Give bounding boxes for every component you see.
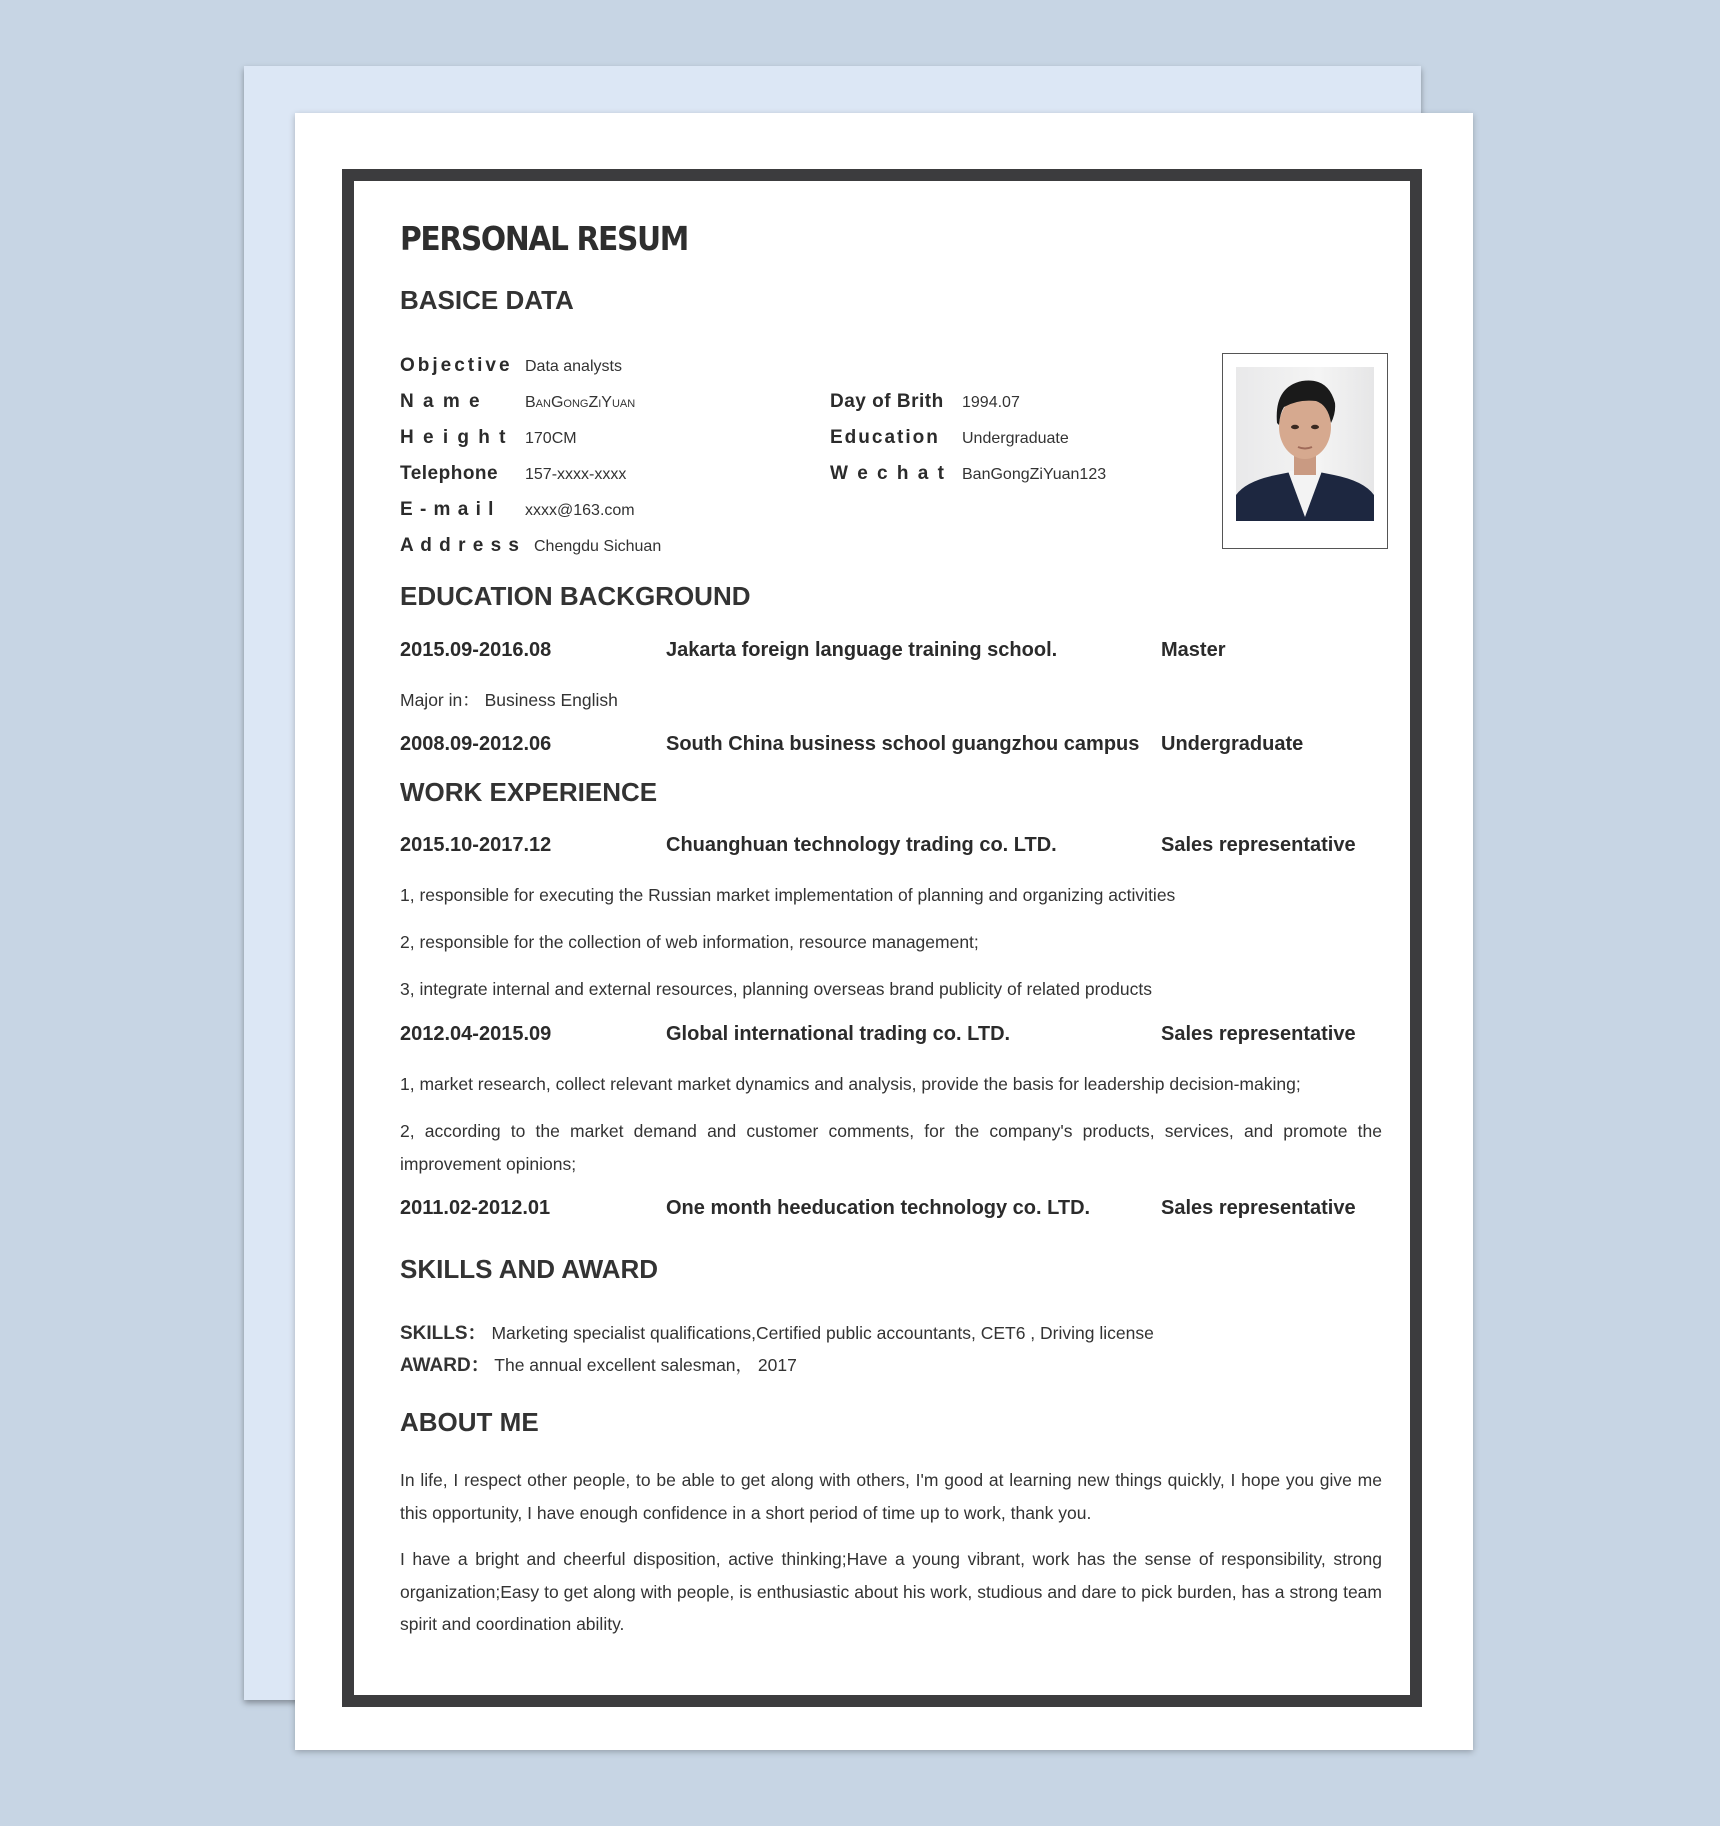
- section-title-education: EDUCATION BACKGROUND: [400, 581, 751, 611]
- work-dates: 2012.04-2015.09: [400, 1023, 552, 1045]
- work-role: Sales representative: [1161, 1023, 1356, 1045]
- info-birth: [830, 391, 1020, 413]
- section-title-skills: SKILLS AND AWARD: [400, 1254, 659, 1284]
- info-email: [400, 499, 635, 521]
- info-value-objective: Data analysts: [525, 358, 622, 375]
- about-paragraph: In life, I respect other people, to be able to get along with others, I'm good at learning new things quickly, I hope you give me this opportunity, I have enough confidence in a short period of time up to work, thank you.: [400, 1470, 1382, 1523]
- education-major: Major in： Business English: [400, 690, 618, 710]
- work-company: One month heeducation technology co. LTD.: [666, 1197, 1091, 1219]
- work-entry: [400, 1197, 1382, 1221]
- work-role: Sales representative: [1161, 1197, 1356, 1219]
- info-label-height: H e i g h t: [400, 427, 508, 448]
- section-title-work: WORK EXPERIENCE: [400, 777, 658, 807]
- info-label-address: A d d r e s s: [400, 535, 520, 556]
- resume-title: PERSONAL RESUM: [400, 219, 688, 258]
- info-label-education: Education: [830, 427, 940, 448]
- info-name: [400, 391, 635, 413]
- profile-photo-frame: [1222, 353, 1388, 549]
- education-dates: 2015.09-2016.08: [400, 639, 552, 661]
- info-value-education: Undergraduate: [962, 430, 1069, 447]
- award-line: [400, 1349, 797, 1383]
- section-title-about: ABOUT ME: [400, 1407, 539, 1437]
- work-duty: 1, responsible for executing the Russian market implementation of planning and organizing activities: [400, 885, 1176, 905]
- info-label-birth: Day of Brith: [830, 391, 944, 412]
- info-label-wechat: W e c h a t: [830, 463, 946, 484]
- work-company: Chuanghuan technology trading co. LTD.: [666, 834, 1057, 856]
- info-education: [830, 427, 1069, 449]
- work-dates: 2015.10-2017.12: [400, 834, 552, 856]
- work-duty: 2, according to the market demand and customer comments, for the company's products, services, and promote the improvement opinions;: [400, 1121, 1382, 1174]
- education-degree: Master: [1161, 639, 1226, 661]
- work-role: Sales representative: [1161, 834, 1356, 856]
- info-wechat: [830, 463, 1106, 485]
- work-duty: 2, responsible for the collection of web information, resource management;: [400, 932, 979, 952]
- info-value-wechat: BanGongZiYuan123: [962, 466, 1107, 483]
- work-entry: [400, 1023, 1382, 1047]
- education-entry: [400, 639, 1382, 663]
- work-company: Global international trading co. LTD.: [666, 1023, 1011, 1045]
- info-label-objective: Objective: [400, 355, 513, 376]
- work-duty: 1, market research, collect relevant market dynamics and analysis, provide the basis for leadership decision-making;: [400, 1074, 1301, 1094]
- info-label-name: N a m e: [400, 391, 482, 412]
- work-dates: 2011.02-2012.01: [400, 1197, 551, 1219]
- education-school: Jakarta foreign language training school.: [666, 639, 1058, 661]
- award-text: The annual excellent salesman， 2017: [494, 1355, 797, 1375]
- resume-frame: [342, 169, 1422, 1707]
- info-value-email: xxxx@163.com: [525, 502, 635, 519]
- resume-content: [400, 181, 1382, 1695]
- info-value-birth: 1994.07: [962, 394, 1020, 411]
- info-value-address: Chengdu Sichuan: [534, 538, 662, 555]
- info-objective: [400, 355, 622, 377]
- info-label-email: E - m a i l: [400, 499, 495, 520]
- skills-label: SKILLS：: [400, 1323, 487, 1344]
- skills-line: [400, 1317, 1154, 1351]
- about-paragraph: I have a bright and cheerful disposition, active thinking;Have a young vibrant, work has the sense of responsibility, strong organization;Easy to get along with people, is enthusiastic about his work, studious and dare to pick burden, has a strong team spirit and coordination ability.: [400, 1549, 1382, 1635]
- skills-text: Marketing specialist qualifications,Certified public accountants, CET6 , Driving license: [491, 1323, 1154, 1343]
- education-entry: [400, 733, 1382, 757]
- profile-photo: [1236, 367, 1374, 521]
- work-duty: 3, integrate internal and external resources, planning overseas brand publicity of related products: [400, 979, 1152, 999]
- work-entry: [400, 834, 1382, 858]
- award-label: AWARD：: [400, 1355, 490, 1376]
- education-dates: 2008.09-2012.06: [400, 733, 552, 755]
- info-height: [400, 427, 577, 449]
- education-school: South China business school guangzhou campus: [666, 733, 1140, 755]
- info-address: [400, 535, 661, 557]
- info-value-name: BanGongZiYuan: [525, 394, 636, 411]
- info-telephone: [400, 463, 626, 485]
- portrait-illustration: [1236, 367, 1374, 521]
- info-value-telephone: 157-xxxx-xxxx: [525, 466, 627, 483]
- info-label-telephone: Telephone: [400, 463, 499, 484]
- info-value-height: 170CM: [525, 430, 577, 447]
- resume-page: [295, 113, 1473, 1750]
- education-degree: Undergraduate: [1161, 733, 1304, 755]
- section-title-basic-data: BASICE DATA: [400, 285, 574, 315]
